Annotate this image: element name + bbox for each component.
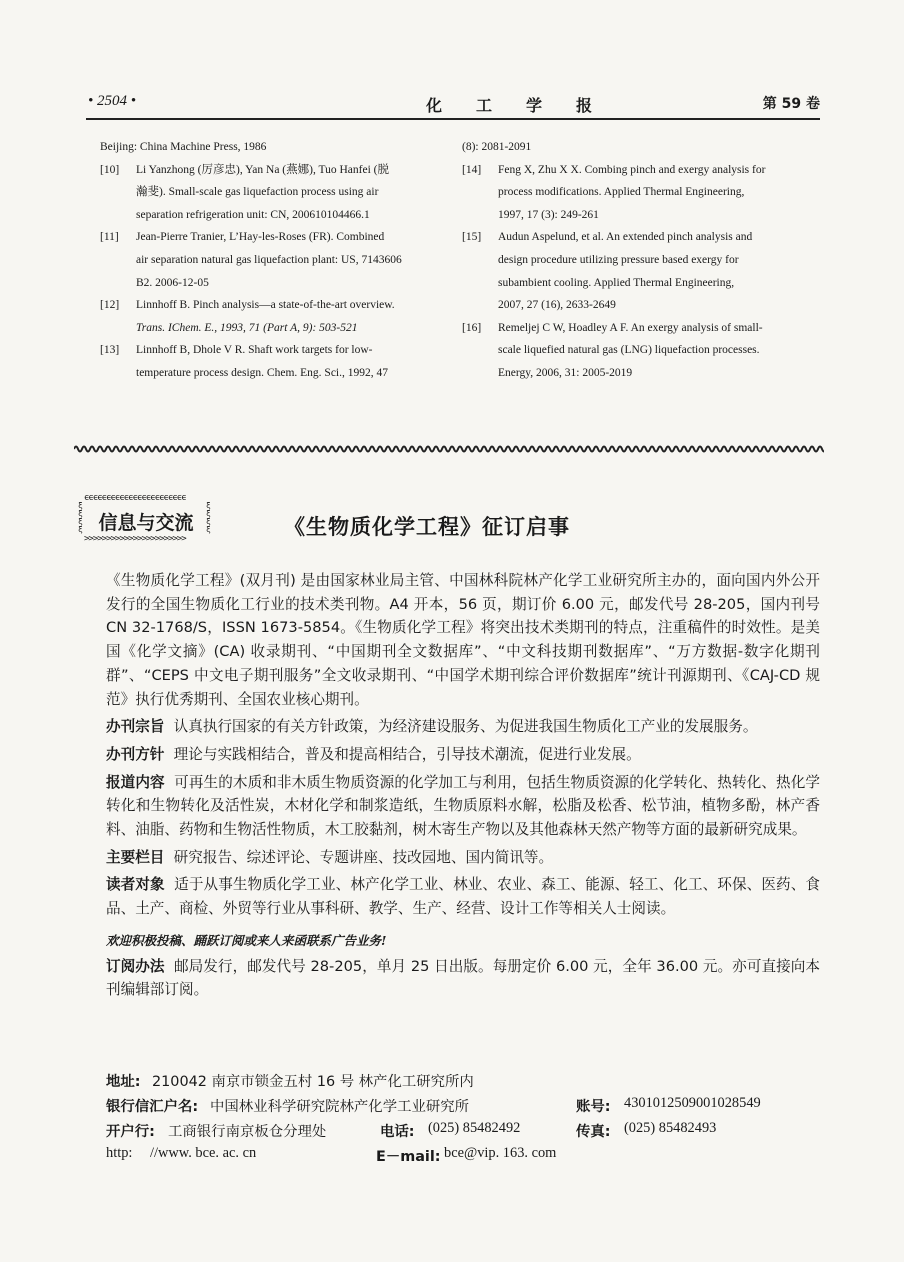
bank-account-name: 中国林业科学研究院林产化学工业研究所 bbox=[210, 1099, 470, 1115]
reference-line: temperature process design. Chem. Eng. Sci., 1992, 47 bbox=[136, 366, 388, 379]
section-subscription: 订阅办法 邮局发行，邮发代号 28-205，单月 25 日出版。每册定价 6.00 元，全年 36.00 元。亦可直接向本刊编辑部订阅。 bbox=[106, 957, 820, 999]
reference-line: air separation natural gas liquefaction plant: US, 7143606 bbox=[136, 253, 402, 266]
reference-line: subambient cooling. Applied Thermal Engineering, bbox=[498, 276, 735, 289]
contact-address-row bbox=[106, 1070, 820, 1092]
reference-14: [14] Feng X, Zhu X X. Combing pinch and exergy analysis for bbox=[462, 163, 766, 176]
bank-account-name-label: 银行信汇户名: bbox=[106, 1099, 199, 1115]
reference-line: 1997, 17 (3): 249-261 bbox=[498, 208, 599, 221]
header-rule bbox=[86, 118, 820, 120]
box-border-ornament: ξ ξ ξ ξ bbox=[78, 501, 83, 534]
email-label: E－mail: bbox=[376, 1149, 441, 1165]
box-border-ornament: ϵϵϵϵϵϵϵϵϵϵϵϵϵϵϵϵϵϵϵϵϵϵϵ bbox=[84, 494, 186, 503]
contact-web-row bbox=[106, 1145, 820, 1167]
references-right-column bbox=[462, 136, 820, 385]
volume-label: 第 59 卷 bbox=[762, 96, 820, 112]
reference-line: Trans. IChem. E., 1993, 71 (Part A, 9): 503-521 bbox=[136, 321, 358, 334]
phone-number: (025) 85482492 bbox=[428, 1120, 521, 1136]
section-columns: 主要栏目 研究报告、综述评论、专题讲座、技改园地、国内简讯等。 bbox=[106, 848, 554, 866]
running-header bbox=[86, 93, 820, 115]
reference-line: scale liquefied natural gas (LNG) liquefaction processes. bbox=[498, 344, 760, 357]
section-label: 信息与交流 bbox=[98, 512, 194, 534]
page-number: • 2504 • bbox=[88, 93, 137, 109]
reference-line: 瀚斐). Small-scale gas liquefaction process using air bbox=[136, 186, 379, 199]
reference-12: [12] Linnhoff B. Pinch analysis—a state-of-the-art overview. bbox=[100, 299, 395, 312]
address-value: 210042 南京市锁金五村 16 号 林产化工研究所内 bbox=[152, 1074, 474, 1090]
section-coverage: 报道内容 可再生的木质和非木质生物质资源的化学加工与利用，包括生物质资源的化学转化、热转化、热化学转化和生物转化及活性炭，木材化学和制浆造纸，生物质原料水解，松脂及松香、松节油，植物多酚，林产香料、油脂、药物和生物活性物质，木工胶黏剂，树木寄生产物以及其他森林天然产物等方面的最新研究成果。 bbox=[106, 773, 820, 839]
website-link[interactable]: //www. bce. ac. cn bbox=[150, 1145, 257, 1161]
phone-label: 电话: bbox=[380, 1124, 415, 1140]
notice-title: 《生物质化学工程》征订启事 bbox=[284, 515, 570, 539]
reference-line: Energy, 2006, 31: 2005-2019 bbox=[498, 366, 633, 379]
reference-line: process modifications. Applied Thermal Engineering, bbox=[498, 186, 745, 199]
contact-phone-row bbox=[106, 1120, 820, 1142]
section-policy: 办刊方针 理论与实践相结合，普及和提高相结合，引导技术潮流，促进行业发展。 bbox=[106, 745, 641, 763]
fax-label: 传真: bbox=[576, 1124, 611, 1140]
http-label: http: bbox=[106, 1145, 133, 1161]
fax-number: (025) 85482493 bbox=[624, 1120, 717, 1136]
email-link[interactable]: bce@vip. 163. com bbox=[444, 1145, 557, 1161]
wavy-divider bbox=[74, 444, 824, 454]
account-label: 账号: bbox=[576, 1099, 611, 1115]
reference-11: [11] Jean-Pierre Tranier, L’Hay-les-Roses (FR). Combined bbox=[100, 231, 385, 244]
account-number: 4301012509001028549 bbox=[624, 1095, 761, 1111]
box-border-ornament: >>>>>>>>>>>>>>>>>>>>>>> bbox=[84, 535, 186, 544]
reference-continued: Beijing: China Machine Press, 1986 bbox=[100, 141, 267, 153]
address-label: 地址: bbox=[106, 1074, 141, 1090]
notice-body bbox=[106, 569, 820, 1006]
reference-16: [16] Remeljej C W, Hoadley A F. An exergy analysis of small- bbox=[462, 321, 763, 334]
section-box bbox=[78, 494, 212, 544]
section-readers: 读者对象 适于从事生物质化学工业、林产化学工业、林业、农业、森工、能源、轻工、化工、环保、医药、食品、土产、商检、外贸等行业从事科研、教学、生产、经营、设计工作等相关人士阅读。 bbox=[106, 876, 820, 918]
reference-10: [10] Li Yanzhong (厉彦忠), Yan Na (燕娜), Tuo Hanfei (脱 bbox=[100, 163, 389, 176]
reference-13: [13] Linnhoff B, Dhole V R. Shaft work targets for low- bbox=[100, 344, 373, 357]
box-border-ornament: ξ ξ ξ ξ bbox=[206, 501, 211, 534]
reference-15: [15] Audun Aspelund, et al. An extended pinch analysis and bbox=[462, 231, 753, 244]
reference-line: separation refrigeration unit: CN, 200610104466.1 bbox=[136, 208, 370, 221]
intro-paragraph: 《生物质化学工程》(双月刊) 是由国家林业局主管、中国林科院林产化学工业研究所主办的，面向国内外公开发行的全国生物质化工行业的技术类刊物。A4 开本，56 页，期订价 6.00 元，邮发代号 28-205，国内刊号 CN 32-1768/S，ISSN 1673-5854。《生物质化学工程》将突出技术类期刊的特点，注重稿件的时效性。是美国《化学文摘》(CA) 收录期刊、“中国期刊全文数据库”、“中文科技期刊数据库”、“万方数据-数字化期刊群”、“CEPS 中文电子期刊服务”全文收录期刊、“中国学术期刊综合评价数据库”统计刊源期刊、《CAJ-CD 规范》执行优秀期刊、全国农业核心期刊。 bbox=[106, 572, 820, 708]
reference-line: B2. 2006-12-05 bbox=[136, 276, 209, 289]
section-purpose: 办刊宗旨 认真执行国家的有关方针政策，为经济建设服务、为促进我国生物质化工产业的发展服务。 bbox=[106, 718, 758, 736]
reference-line: 2007, 27 (16), 2633-2649 bbox=[498, 299, 616, 312]
contact-bank-row bbox=[106, 1095, 820, 1117]
bank-name: 工商银行南京板仓分理处 bbox=[168, 1124, 327, 1140]
bank-label: 开户行: bbox=[106, 1124, 155, 1140]
reference-continued: (8): 2081-2091 bbox=[462, 141, 532, 153]
references-left-column bbox=[100, 136, 445, 385]
journal-title: 化工学报 bbox=[426, 96, 627, 115]
welcome-line: 欢迎积极投稿、踊跃订阅或来人来函联系广告业务! bbox=[106, 932, 387, 948]
reference-line: design procedure utilizing pressure based exergy for bbox=[498, 253, 739, 266]
